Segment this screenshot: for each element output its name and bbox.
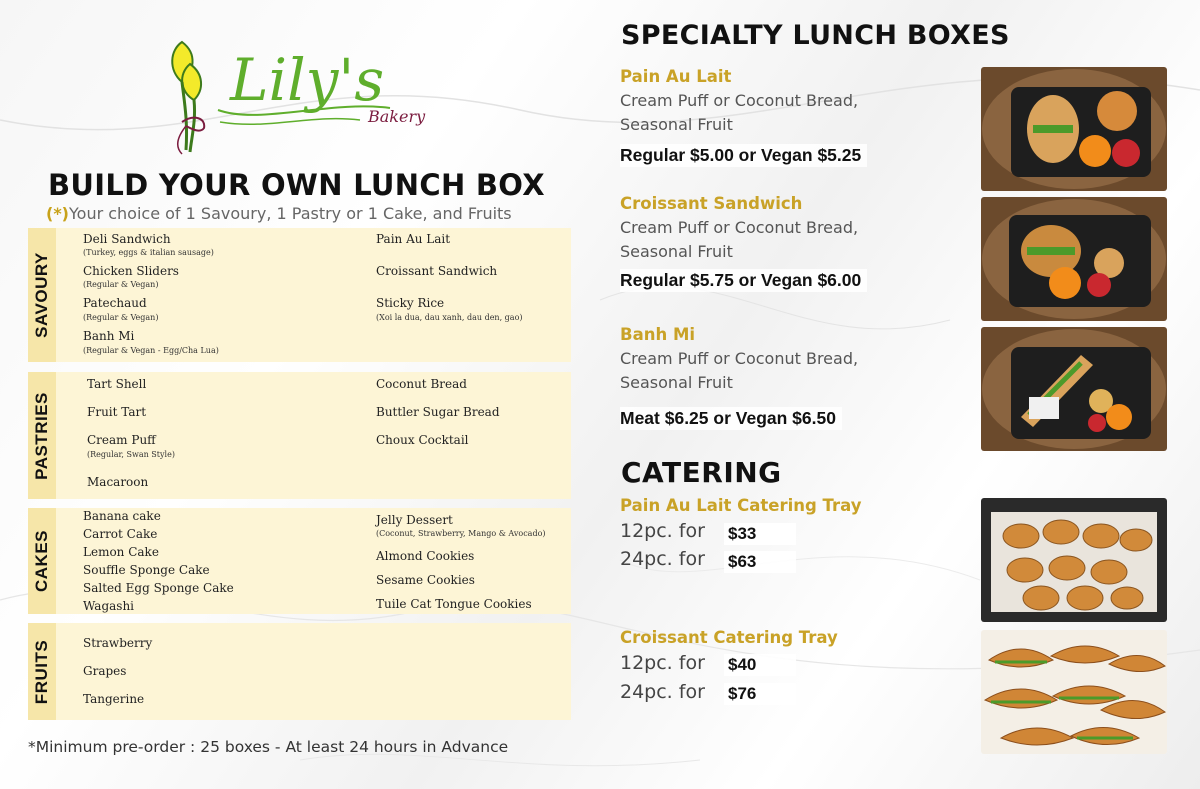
box-desc-line: Cream Puff or Coconut Bread, xyxy=(620,218,859,237)
menu-item: Choux Cocktail xyxy=(376,433,469,447)
menu-item: Deli Sandwich xyxy=(83,232,171,246)
menu-item: Tart Shell xyxy=(87,377,147,391)
croissant-box-photo xyxy=(981,197,1167,321)
menu-item-note: (Regular & Vegan) xyxy=(83,313,159,322)
banh-mi-box-photo xyxy=(981,327,1167,451)
tray-qty: 12pc. for xyxy=(620,652,705,674)
tray-amount: $40 xyxy=(724,654,796,676)
menu-item: Sticky Rice xyxy=(376,296,445,310)
savoury-label-bar xyxy=(28,228,56,362)
specialty-lunch-boxes-title: SPECIALTY LUNCH BOXES xyxy=(621,20,1010,51)
savoury-panel xyxy=(28,228,571,362)
build-lunch-box-subtitle xyxy=(46,204,512,223)
logo-script-text: Lily's xyxy=(230,46,385,114)
build-lunch-box-title: BUILD YOUR OWN LUNCH BOX xyxy=(48,168,545,202)
cakes-panel xyxy=(28,508,571,614)
menu-item: Strawberry xyxy=(83,636,153,650)
menu-item: Souffle Sponge Cake xyxy=(83,563,210,577)
menu-item-note: (Regular & Vegan) xyxy=(83,280,159,289)
box-name: Banh Mi xyxy=(620,325,696,344)
box-name: Pain Au Lait xyxy=(620,67,732,86)
menu-item: Lemon Cake xyxy=(83,545,159,559)
pastries-label: PASTRIES xyxy=(32,391,51,480)
asterisk-mark: (*) xyxy=(46,204,69,223)
subtitle-text: Your choice of 1 Savoury, 1 Pastry or 1 Cake, and Fruits xyxy=(69,204,512,223)
box-name: Croissant Sandwich xyxy=(620,194,803,213)
menu-item: Fruit Tart xyxy=(87,405,147,419)
menu-item-note: (Regular, Swan Style) xyxy=(87,450,175,459)
menu-item: Macaroon xyxy=(87,475,149,489)
menu-item: Banh Mi xyxy=(83,329,135,343)
box-desc-line: Seasonal Fruit xyxy=(620,242,733,261)
cakes-label: CAKES xyxy=(32,529,51,593)
menu-item-note: (Regular & Vegan - Egg/Cha Lua) xyxy=(83,346,219,355)
croissant-tray-photo xyxy=(981,630,1167,754)
tray-amount: $33 xyxy=(724,523,796,545)
lilys-bakery-logo xyxy=(160,30,450,165)
menu-item: Salted Egg Sponge Cake xyxy=(83,581,234,595)
savoury-label: SAVOURY xyxy=(32,252,51,338)
catering-title: CATERING xyxy=(621,456,782,489)
pain-au-lait-box-photo xyxy=(981,67,1167,191)
menu-item: Buttler Sugar Bread xyxy=(376,405,500,419)
tray-name: Pain Au Lait Catering Tray xyxy=(620,496,862,515)
pastries-label-bar xyxy=(28,372,56,499)
menu-item: Sesame Cookies xyxy=(376,573,475,587)
menu-item: Cream Puff xyxy=(87,433,156,447)
menu-item: Wagashi xyxy=(83,599,135,613)
box-desc-line: Cream Puff or Coconut Bread, xyxy=(620,349,859,368)
tray-name: Croissant Catering Tray xyxy=(620,628,838,647)
menu-item: Tangerine xyxy=(83,692,145,706)
menu-item: Jelly Dessert xyxy=(376,513,453,527)
logo-bakery-text: Bakery xyxy=(368,107,426,126)
menu-item: Banana cake xyxy=(83,509,161,523)
menu-item-note: (Coconut, Strawberry, Mango & Avocado) xyxy=(376,529,546,538)
menu-item: Pain Au Lait xyxy=(376,232,451,246)
box-price: Regular $5.00 or Vegan $5.25 xyxy=(620,144,867,167)
tray-amount: $63 xyxy=(724,551,796,573)
menu-item: Chicken Sliders xyxy=(83,264,179,278)
menu-item: Coconut Bread xyxy=(376,377,467,391)
minimum-order-note: *Minimum pre-order : 25 boxes - At least 24 hours in Advance xyxy=(28,738,509,756)
menu-item: Croissant Sandwich xyxy=(376,264,498,278)
box-desc-line: Seasonal Fruit xyxy=(620,115,733,134)
menu-item: Patechaud xyxy=(83,296,147,310)
menu-item: Almond Cookies xyxy=(376,549,475,563)
box-desc-line: Seasonal Fruit xyxy=(620,373,733,392)
menu-item: Grapes xyxy=(83,664,127,678)
box-desc-line: Cream Puff or Coconut Bread, xyxy=(620,91,859,110)
menu-item-note: (Turkey, eggs & italian sausage) xyxy=(83,248,214,257)
fruits-panel xyxy=(28,623,571,720)
menu-item: Carrot Cake xyxy=(83,527,158,541)
pain-au-lait-tray-photo xyxy=(981,498,1167,622)
menu-item: Tuile Cat Tongue Cookies xyxy=(376,597,532,611)
pastries-panel xyxy=(28,372,571,499)
calla-lily-icon xyxy=(172,42,204,154)
box-price: Regular $5.75 or Vegan $6.00 xyxy=(620,269,867,292)
tray-qty: 12pc. for xyxy=(620,520,705,542)
menu-item-note: (Xoi la dua, dau xanh, dau den, gao) xyxy=(376,313,523,322)
fruits-label-bar xyxy=(28,623,56,720)
box-price: Meat $6.25 or Vegan $6.50 xyxy=(620,407,842,430)
tray-amount: $76 xyxy=(724,683,796,705)
cakes-label-bar xyxy=(28,508,56,614)
fruits-label: FRUITS xyxy=(32,639,51,704)
tray-qty: 24pc. for xyxy=(620,681,705,703)
tray-qty: 24pc. for xyxy=(620,548,705,570)
